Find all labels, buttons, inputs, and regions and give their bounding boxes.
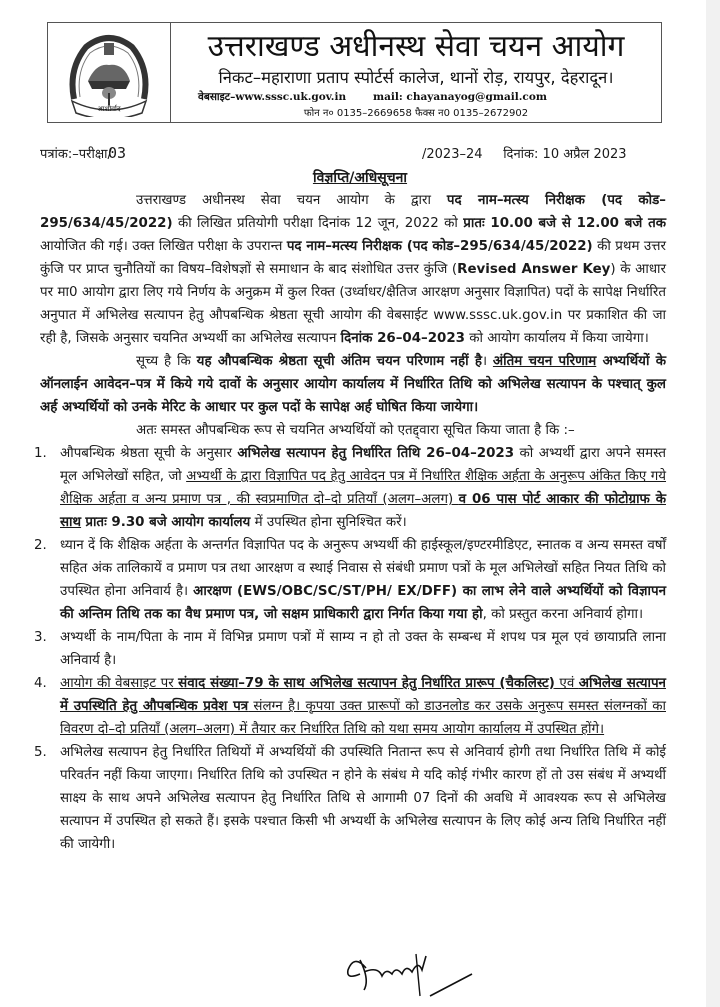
emblem-logo-icon bbox=[66, 29, 152, 117]
date-value: 10 अप्रैल 2023 bbox=[542, 147, 627, 162]
date-label: दिनांक: bbox=[503, 147, 539, 162]
list-item bbox=[34, 534, 666, 626]
text-run: आयोजित की गई। उक्त लिखित परीक्षा के उपरान्त bbox=[40, 239, 287, 254]
item-number: 4. bbox=[34, 676, 47, 691]
list-item bbox=[34, 741, 666, 856]
reference-suffix: /2023–24 bbox=[422, 147, 483, 162]
text-run: । bbox=[481, 354, 493, 369]
verification-date: अभिलेख सत्यापन हेतु निर्धारित तिथि 26–04–2023 bbox=[237, 446, 515, 461]
text-run: को आयोग कार्यालय में किया जायेगा। bbox=[465, 331, 649, 346]
text-run: अभिलेख सत्यापन हेतु निर्धारित तिथियों में अभ्यर्थियों की उपस्थिति नितान्त रूप से अनिवार्य होगी तथा निर्धारित तिथि में कोई परिवर्तन नहीं किया जाएगा। निर्धारित तिथि को उपस्थित न होने के संबंध मे यदि कोई गंभीर कारण हों तो उस संबंध में अभ्यर्थी साक्ष्य के साथ अपने अभिलेख सत्यापन हेतु निर्धारित तिथि से आगामी 07 दिनों की अवधि में आवश्यक रूप से अभिलेख सत्यापन में उपस्थित हो सकते हैं। इसके पश्चात किसी भी अभ्यर्थी के अभिलेख सत्यापन के लिए कोई अन्य तिथि निर्धारित नहीं की जायेगी। bbox=[60, 745, 666, 852]
phone-fax: फोन न० 0135–2669658 फैक्स न0 0135–2672902 bbox=[303, 108, 529, 119]
item-number: 5. bbox=[34, 745, 47, 760]
post-name: पद नाम–मत्स्य निरीक्षक (पद कोड–295/634/45/2022) bbox=[40, 193, 666, 231]
item-number: 3. bbox=[34, 630, 47, 645]
provisional-note: यह औपबन्धिक श्रेष्ठता सूची अंतिम चयन परिणाम नहीं है bbox=[196, 354, 482, 369]
text-run: की प्रथम उत्तर कुंजि पर प्राप्त चुनौतियों का विषय–विशेषज्ञों से समाधान के बाद संशोधित उत्तर कुंजि ( bbox=[40, 239, 667, 277]
reference-date bbox=[422, 146, 627, 164]
text-run: , को प्रस्तुत करना अनिवार्य होगा। bbox=[482, 607, 644, 622]
text-run: सूच्य है कि bbox=[136, 354, 197, 369]
text-run: की लिखित प्रतियोगी परीक्षा दिनांक 12 जून, 2022 को bbox=[172, 216, 464, 231]
notice-body bbox=[34, 189, 667, 856]
text-run: में उपस्थित होना सुनिश्चित करें। bbox=[250, 515, 407, 530]
paragraph-note bbox=[40, 350, 666, 419]
logo-label: आशीर्वाद bbox=[97, 105, 121, 113]
letterhead bbox=[47, 22, 662, 123]
notice-heading: विज्ञप्ति/अधिसूचना bbox=[312, 170, 408, 186]
list-item bbox=[34, 672, 666, 741]
revised-answer-key: Revised Answer Key bbox=[457, 262, 611, 277]
documents-required: अभ्यर्थी के द्वारा विज्ञापित पद हेतु आवेदन पत्र में निर्धारित शैक्षिक अर्हता के अनुरूप अंकित किए गये शैक्षिक अर्हता व अन्य प्रमाण पत्र , की स्वप्रमाणित दो–दो प्रतियाँ (अलग–अलग) bbox=[60, 469, 667, 507]
list-item bbox=[34, 442, 667, 534]
photographs-required: व 06 पास पोर्ट आकार की फोटोग्राफ के साथ bbox=[60, 492, 666, 530]
reference-prefix: पत्रांक:–परीक्षा/ bbox=[40, 147, 112, 162]
text-run: अभ्यर्थी के नाम/पिता के नाम में विभिन्न प्रमाण पत्रों में साम्य न हो तो उक्त के सम्बन्ध में शपथ पत्र मूल एवं छायाप्रति लाना अनिवार्य है। bbox=[60, 630, 666, 668]
text-run: उत्तराखण्ड अधीनस्थ सेवा चयन आयोग के द्वारा bbox=[136, 193, 447, 208]
final-result-text: अभ्यर्थियों के ऑनलाईन आवेदन–पत्र में किये गये दावों के अनुसार आयोग कार्यालय में निर्धारित तिथि को अभिलेख सत्यापन के पश्चात् कुल अर्ह अभ्यर्थियों को उनके मेरिट के आधार पर कुल पदों के सापेक्ष अर्ह घोषित किया जायेगा। bbox=[40, 354, 666, 415]
item-number: 2. bbox=[34, 538, 47, 553]
paragraph-intro bbox=[40, 189, 666, 350]
logo-cell bbox=[48, 23, 171, 122]
item-number: 1. bbox=[34, 446, 47, 461]
signature-icon bbox=[330, 950, 490, 1002]
reporting-time: प्रातः 9.30 बजे आयोग कार्यालय bbox=[85, 515, 251, 530]
paragraph-instructions: अतः समस्त औपबन्धिक रूप से चयनित अभ्यर्थियों को एतद्द्वारा सूचित किया जाता है कि :– bbox=[136, 423, 575, 438]
text-run: संलग्न है। कृपया उक्त प्रारूपों को डाउनलोड कर उसके अनुरूप समस्त संलग्नकों का विवरण दो–दो प्रतियाँ (अलग–अलग) में तैयार कर निर्धारित तिथि को यथा समय आयोग कार्यालय में उपस्थित होंगे। bbox=[60, 699, 666, 737]
exam-time: प्रातः 10.00 बजे से 12.00 बजे तक bbox=[463, 216, 666, 231]
admit-card-note: अभिलेख सत्यापन में उपस्थिति हेतु औपबन्धिक प्रवेश पत्र bbox=[60, 676, 666, 714]
reference-number: 03 bbox=[108, 144, 127, 162]
checklist-note: संवाद संख्या–79 के साथ अभिलेख सत्यापन हेतु निर्धारित प्रारूप (चैकलिस्ट) bbox=[178, 676, 555, 691]
final-result-label: अंतिम चयन परिणाम bbox=[492, 354, 597, 369]
verification-date: दिनांक 26–04–2023 bbox=[340, 331, 465, 346]
text-run: को अभ्यर्थी द्वारा अपने समस्त मूल अभिलेखों सहित, जो bbox=[60, 446, 666, 484]
page-edge bbox=[706, 0, 720, 1007]
instruction-list bbox=[34, 442, 667, 856]
post-name: पद नाम–मत्स्य निरीक्षक (पद कोड–295/634/45/2022) bbox=[286, 239, 593, 254]
list-item bbox=[34, 626, 666, 672]
text-run: ) के आधार पर मा0 आयोग द्वारा लिए गये निर्णय के अनुक्रम में कुल रिक्त (उर्ध्वाधर/क्षैतिज आरक्षण अनुसार विज्ञापित) पदों के सापेक्ष निर्धारित अनुपात में अभिलेख सत्यापन हेतु औपबन्धिक श्रेष्ठता सूची आयोग की वेबसाईट www.sssc.uk.gov.in पर प्रकाशित की जा रही है, जिसके अनुसार चयनित अभ्यर्थी का अभिलेख सत्यापन bbox=[40, 262, 667, 346]
organization-address: निकट–महाराणा प्रताप स्पोर्टर्स कालेज, थानों रोड़, रायपुर, देहरादून। bbox=[218, 68, 614, 87]
reservation-note: आरक्षण (EWS/OBC/SC/ST/PH/ EX/DFF) का लाभ लेने वाले अभ्यर्थियों को विज्ञापन की अन्तिम तिथि तक का वैध प्रमाण पत्र, जो सक्षम प्राधिकारी द्वारा निर्गत किया गया हो bbox=[60, 584, 666, 622]
email-link[interactable]: mail: chayanayog@gmail.com bbox=[373, 91, 547, 103]
text-run: एवं bbox=[554, 676, 579, 691]
text-run: औपबन्धिक श्रेष्ठता सूची के अनुसार bbox=[60, 446, 238, 461]
text-run: आयोग की वेबसाइट पर bbox=[60, 676, 179, 691]
text-run: ध्यान दें कि शैक्षिक अर्हता के अन्तर्गत विज्ञापित पद के अनुरूप अभ्यर्थी की हाईस्कूल/इण्टरमीडिएट, स्नातक व अन्य समस्त वर्षों सहित अंक तालिकायें व प्रमाण पत्र तथा आरक्षण व स्थाई निवास से संबंधी प्रमाण पत्रों के मूल अभिलेखों सहित नियत तिथि को उपस्थित होना अनिवार्य है। bbox=[60, 538, 666, 599]
organization-name: उत्तराखण्ड अधीनस्थ सेवा चयन आयोग bbox=[207, 29, 625, 64]
website-link[interactable]: वेबसाइट–www.sssc.uk.gov.in bbox=[198, 91, 347, 103]
